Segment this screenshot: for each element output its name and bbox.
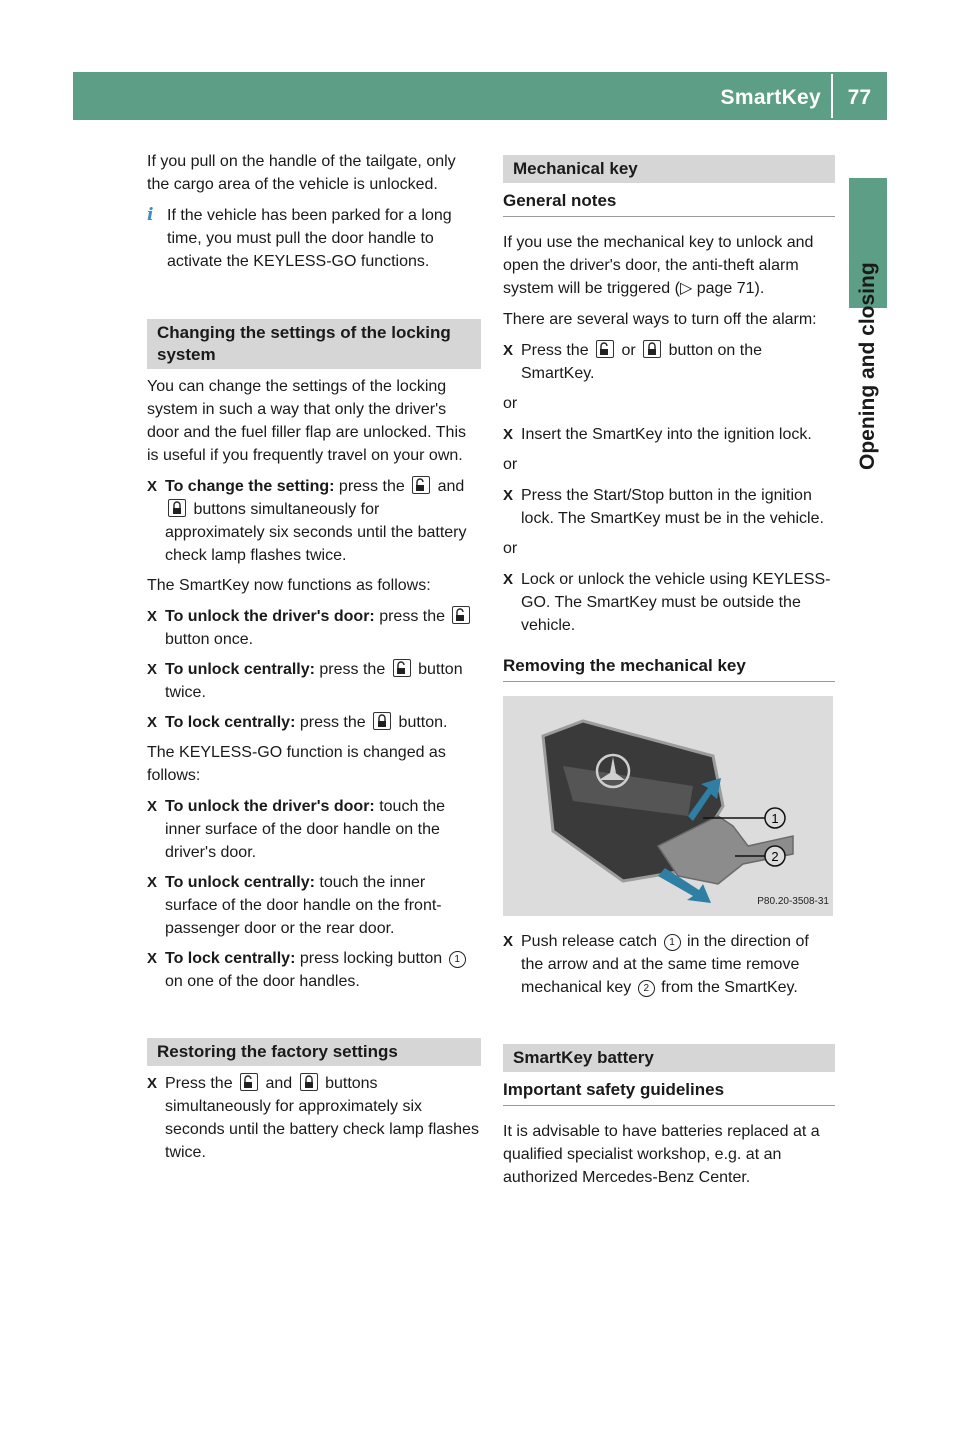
- or-text: or: [503, 395, 518, 412]
- step-text: or: [617, 342, 641, 359]
- info-note: [147, 204, 481, 273]
- step-marker-icon: X: [147, 1075, 158, 1092]
- header-title: SmartKey: [720, 86, 821, 109]
- step-remove-key: [503, 930, 835, 999]
- unlock-icon: [393, 659, 411, 677]
- callout-1-icon: 1: [449, 951, 466, 968]
- step-label: To lock centrally:: [165, 950, 296, 967]
- step-kg-unlock-central: [147, 871, 481, 940]
- lock-icon: [643, 340, 661, 358]
- step-text: Press the: [521, 342, 594, 359]
- step-text: Insert the SmartKey into the ignition lock.: [521, 426, 812, 443]
- step-alarm-insert-key: [503, 423, 835, 446]
- step-text: press the: [314, 661, 390, 678]
- unlock-icon: [596, 340, 614, 358]
- step-sk-unlock-central: [147, 658, 481, 704]
- smartkey-functions-intro: The SmartKey now functions as follows:: [147, 577, 431, 594]
- step-restore-factory: [147, 1072, 481, 1164]
- step-text: press locking button: [295, 950, 447, 967]
- step-marker-icon: X: [503, 571, 514, 588]
- keyless-go-intro: The KEYLESS-GO function is changed as follows:: [147, 744, 446, 784]
- step-marker-icon: X: [147, 661, 158, 678]
- unlock-icon: [412, 476, 430, 494]
- step-alarm-start-stop: [503, 484, 835, 530]
- step-text: button on the SmartKey.: [521, 342, 763, 382]
- side-tab-blank: [849, 308, 887, 1432]
- step-text: touch the inner surface of the door handle on the driver's door.: [165, 798, 446, 861]
- step-label: To unlock centrally:: [165, 874, 315, 891]
- section-heading-battery: SmartKey battery: [503, 1044, 835, 1072]
- left-column: [147, 150, 481, 1171]
- side-tab-label: Opening and closing: [856, 262, 879, 470]
- lock-icon: [300, 1073, 318, 1091]
- step-marker-icon: X: [147, 874, 158, 891]
- step-text: Press the Start/Stop button in the ignition lock. The SmartKey must be in the vehicle.: [521, 487, 824, 527]
- step-marker-icon: X: [503, 487, 514, 504]
- callout-2-icon: 2: [638, 980, 655, 997]
- step-marker-icon: X: [503, 426, 514, 443]
- smartkey-illustration: [503, 696, 833, 916]
- page-number: 77: [847, 86, 871, 109]
- step-text: press the: [334, 478, 410, 495]
- step-text: button twice.: [165, 661, 463, 701]
- step-text: and: [261, 1075, 297, 1092]
- step-alarm-keyless-go: [503, 568, 835, 637]
- step-kg-unlock-driver: [147, 795, 481, 864]
- step-label: To unlock centrally:: [165, 661, 315, 678]
- step-text: and: [433, 478, 465, 495]
- right-column: [503, 155, 835, 1197]
- step-text: button once.: [165, 631, 254, 648]
- step-kg-lock-central: [147, 947, 481, 993]
- step-marker-icon: X: [147, 798, 158, 815]
- smartkey-drawing: [503, 696, 833, 916]
- or-text: or: [503, 540, 518, 557]
- step-marker-icon: X: [503, 933, 514, 950]
- subheading-removing-key: Removing the mechanical key: [503, 654, 835, 682]
- step-text: button.: [394, 714, 448, 731]
- or-text: or: [503, 456, 518, 473]
- lock-icon: [168, 499, 186, 517]
- step-alarm-press-button: [503, 339, 835, 385]
- step-label: To unlock the driver's door:: [165, 798, 375, 815]
- figure-caption: P80.20-3508-31: [757, 896, 829, 907]
- step-marker-icon: X: [503, 342, 514, 359]
- battery-para: It is advisable to have batteries replaced at a qualified specialist workshop, e.g. at an authorized Mercedes-Benz Center.: [503, 1123, 820, 1186]
- subheading-safety: Important safety guidelines: [503, 1078, 835, 1106]
- unlock-icon: [240, 1073, 258, 1091]
- locking-paragraph: You can change the settings of the locking system in such a way that only the driver's door and the fuel filler flap are unlocked. This is useful if you frequently travel on your own.: [147, 378, 467, 464]
- step-text: on one of the door handles.: [165, 973, 360, 990]
- intro-text: If you pull on the handle of the tailgate, only the cargo area of the vehicle is unlocked.: [147, 153, 456, 193]
- callout-2-label: 2: [771, 849, 779, 864]
- lock-icon: [373, 712, 391, 730]
- general-notes-para: If you use the mechanical key to unlock and open the driver's door, the anti-theft alarm system will be triggered (▷ page 71).: [503, 234, 814, 297]
- unlock-icon: [452, 606, 470, 624]
- step-text: buttons simultaneously for approximately six seconds until the battery check lamp flashes twice.: [165, 501, 467, 564]
- callout-1-label: 1: [771, 811, 779, 826]
- step-change-setting: [147, 475, 481, 567]
- step-marker-icon: X: [147, 950, 158, 967]
- step-label: To unlock the driver's door:: [165, 608, 375, 625]
- header-separator: [831, 74, 833, 118]
- step-text: Press the: [165, 1075, 238, 1092]
- step-text: in the direction of the arrow and at the same time remove mechanical key: [521, 933, 809, 996]
- step-sk-unlock-driver: [147, 605, 481, 651]
- subheading-general-notes: General notes: [503, 189, 835, 217]
- section-heading-mechanical-key: Mechanical key: [503, 155, 835, 183]
- page-header-bar: [73, 72, 887, 120]
- step-text: buttons simultaneously for approximately six seconds until the battery check lamp flashes twice.: [165, 1075, 479, 1161]
- step-text: press the: [295, 714, 371, 731]
- step-text: press the: [374, 608, 450, 625]
- step-marker-icon: X: [147, 478, 158, 495]
- section-heading-locking: Changing the settings of the locking system: [147, 319, 481, 369]
- callout-1-icon: 1: [664, 934, 681, 951]
- step-text: touch the inner surface of the door handle on the front-passenger door or the rear door.: [165, 874, 442, 937]
- section-heading-factory: Restoring the factory settings: [147, 1038, 481, 1066]
- alarm-ways-intro: There are several ways to turn off the alarm:: [503, 311, 817, 328]
- step-label: To lock centrally:: [165, 714, 296, 731]
- step-text: Lock or unlock the vehicle using KEYLESS-GO. The SmartKey must be outside the vehicle.: [521, 571, 831, 634]
- info-text: If the vehicle has been parked for a long time, you must pull the door handle to activate the KEYLESS-GO functions.: [167, 207, 452, 270]
- step-label: To change the setting:: [165, 478, 335, 495]
- step-marker-icon: X: [147, 608, 158, 625]
- step-marker-icon: X: [147, 714, 158, 731]
- step-text: Push release catch: [521, 933, 662, 950]
- info-icon: i: [147, 205, 154, 225]
- step-text: from the SmartKey.: [656, 979, 798, 996]
- step-sk-lock-central: [147, 711, 481, 734]
